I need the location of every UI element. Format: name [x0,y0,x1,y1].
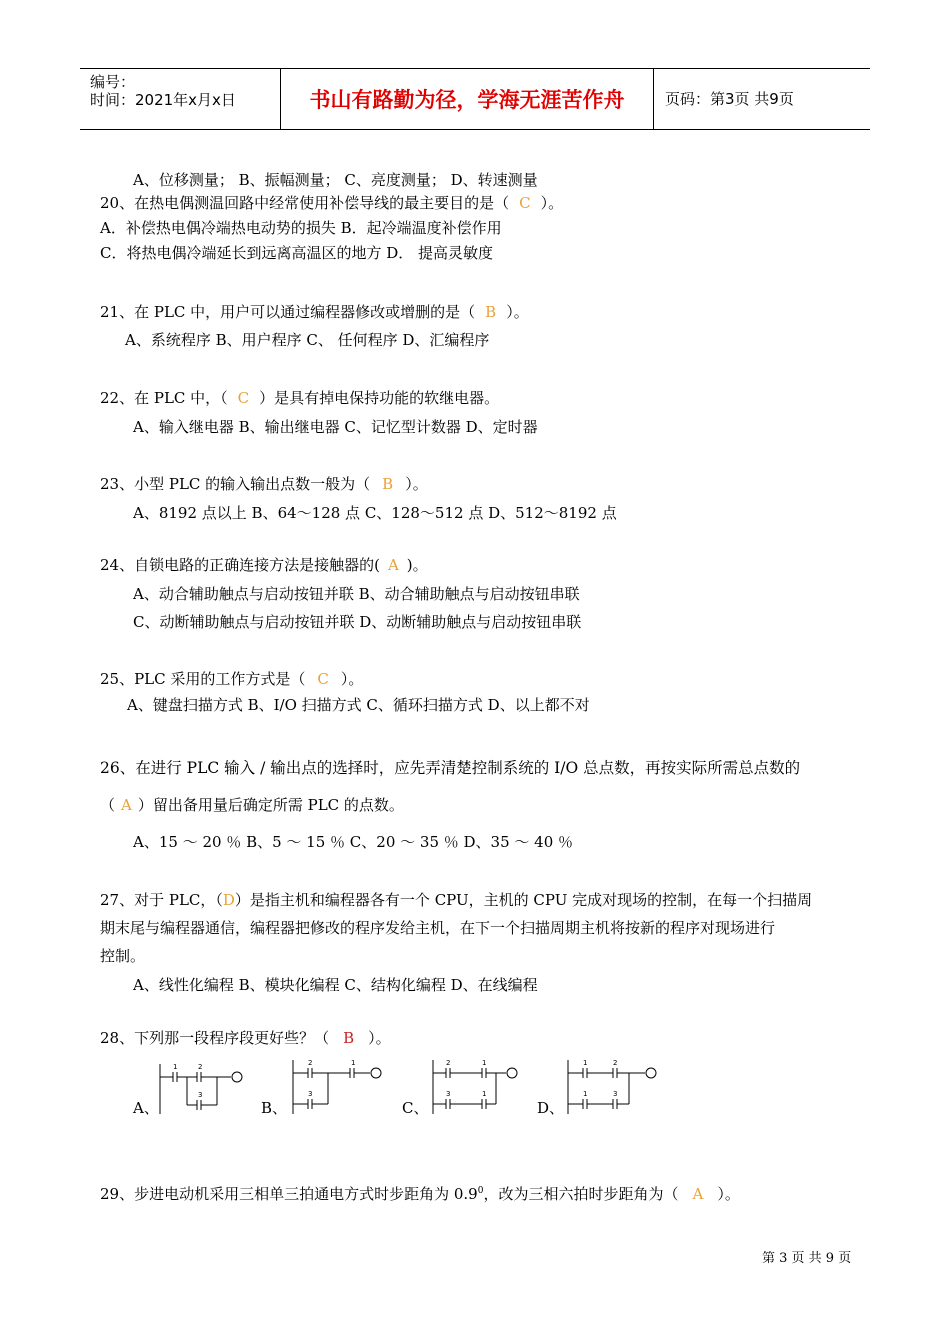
q25-stem [100,669,363,689]
q28-option-c-label: C、 [402,1099,429,1117]
q21-answer: B [485,303,497,321]
ladder-d-label-3: 1 [583,1090,588,1098]
q26-line2-post: ）留出备用量后确定所需 PLC 的点数。 [137,796,404,814]
q20-options-1: A．补偿热电偶冷端热电动势的损失 B．起冷端温度补偿作用 [100,219,502,237]
ladder-c-label-3: 3 [446,1090,451,1098]
ladder-b-label-1: 2 [308,1059,313,1067]
q27-line-3: 控制。 [100,947,146,965]
q26-line2-pre: （ [100,796,116,814]
q27-line-2: 期末尾与编程器通信，编程器把修改的程序发给主机，在下一个扫描周期主机将按新的程序对现场进行 [100,919,776,937]
q20-stem-pre: 20、在热电偶测温回路中经常使用补偿导线的最主要目的是（ [100,194,510,212]
ladder-a-label-1: 1 [173,1063,178,1071]
ladder-c-label-2: 1 [482,1059,487,1067]
q25-stem-post: ）。 [340,670,364,688]
q25-options: A、键盘扫描方式 B、I/O 扫描方式 C、循环扫描方式 D、以上都不对 [127,696,590,714]
q23-options: A、8192 点以上 B、64～128 点 C、128～512 点 D、512～8192 点 [133,504,617,522]
q26-line-1: 26、在进行 PLC 输入 / 输出点的选择时，应先弄清楚控制系统的 I/O 总点数，再按实际所需总点数的 [100,759,801,777]
q21-options: A、系统程序 B、用户程序 C、 任何程序 D、汇编程序 [125,331,490,349]
q28-stem [100,1028,391,1048]
q27-line-1 [100,890,812,910]
q26-answer: A [121,796,132,814]
ladder-c-label-1: 2 [446,1059,451,1067]
page-footer: 第 3 页 共 9 页 [762,1251,852,1266]
q23-answer: B [382,475,394,493]
ladder-diagram-c [428,1056,538,1120]
q23-stem [100,474,428,494]
ladder-c-label-4: 1 [482,1090,487,1098]
ladder-b-label-2: 1 [351,1059,356,1067]
q21-stem-post: ）。 [506,303,529,321]
ladder-b-coil [371,1068,381,1078]
q25-stem-pre: 25、PLC 采用的工作方式是（ [100,670,306,688]
q28-stem-pre: 28、下列那一段程序段更好些？（ [100,1029,330,1047]
q22-answer: C [237,389,250,407]
ladder-a-label-3: 3 [198,1091,203,1099]
q24-stem-post: )。 [406,556,428,574]
q29-stem-post: ）。 [717,1185,740,1203]
q20-options-2: C．将热电偶冷端延长到远离高温区的地方 D． 提高灵敏度 [100,244,494,262]
q29-degree-sup: 0 [477,1186,484,1196]
q26-line-2 [100,795,404,815]
time-label: 时间：2021年x月x日 [90,91,236,109]
q20-answer: C [519,194,531,212]
q28-stem-post: ）。 [368,1029,391,1047]
ladder-diagram-a [155,1060,255,1120]
q29-stem-mid: ，改为三相六拍时步距角为（ [483,1185,679,1203]
q24-stem [100,555,428,575]
number-label: 编号： [90,73,136,91]
q24-stem-pre: 24、自锁电路的正确连接方法是接触器的( [100,556,380,574]
ladder-c-coil [507,1068,517,1078]
q24-answer: A [387,556,399,574]
ladder-d-coil [646,1068,656,1078]
ladder-a-label-2: 2 [198,1063,203,1071]
q24-options-2: C、动断辅助触点与启动按钮并联 D、动断辅助触点与启动按钮串联 [133,613,582,631]
ladder-diagram-b [288,1056,398,1120]
q24-options-1: A、动合辅助触点与启动按钮并联 B、动合辅助触点与启动按钮串联 [133,585,580,603]
q22-stem-pre: 22、在 PLC 中，（ [100,389,228,407]
q22-stem [100,388,499,408]
q22-options: A、输入继电器 B、输出继电器 C、记忆型计数器 D、定时器 [133,418,538,436]
q28-option-a-label: A、 [133,1099,159,1117]
q23-stem-pre: 23、小型 PLC 的输入输出点数一般为（ [100,475,371,493]
q26-options: A、15 ～ 20 ％ B、5 ～ 15 ％ C、20 ～ 35 ％ D、35 ～ 40 ％ [133,833,574,851]
q25-answer: C [317,670,329,688]
q22-stem-post: ）是具有掉电保持功能的软继电器。 [259,389,500,407]
header-table [80,68,870,130]
q27-line1-post: ）是指主机和编程器各有一个 CPU，主机的 CPU 完成对现场的控制，在每一个扫描周 [234,891,813,909]
q29-stem [100,1181,740,1204]
page-info: 页码：第3页 共9页 [665,90,794,108]
q28-option-b-label: B、 [261,1099,288,1117]
q28-option-d-label: D、 [537,1099,565,1117]
q29-answer: A [692,1185,704,1203]
q20-stem [100,193,563,213]
q23-stem-post: ）。 [405,475,428,493]
q21-stem-pre: 21、在 PLC 中，用户可以通过编程器修改或增删的是（ [100,303,476,321]
q27-options: A、线性化编程 B、模块化编程 C、结构化编程 D、在线编程 [133,976,538,994]
ladder-a-coil [232,1072,242,1082]
header-meta-cell [80,69,281,129]
q27-answer: D [222,891,235,909]
ladder-d-label-2: 2 [613,1059,618,1067]
q21-stem [100,302,529,322]
q29-stem-pre: 29、步进电动机采用三相单三拍通电方式时步距角为 0.9 [100,1185,478,1203]
q27-line1-pre: 27、对于 PLC，（ [100,891,223,909]
ladder-d-label-1: 1 [583,1059,588,1067]
ladder-d-label-4: 3 [613,1090,618,1098]
q19-options: A、位移测量； B、振幅测量； C、亮度测量； D、转速测量 [133,171,538,189]
q28-answer: B [343,1029,355,1047]
motto: 书山有路勤为径，学海无涯苦作舟 [281,69,654,129]
ladder-diagram-d [563,1056,673,1120]
q20-stem-post: ）。 [540,194,564,212]
ladder-b-label-3: 3 [308,1090,313,1098]
